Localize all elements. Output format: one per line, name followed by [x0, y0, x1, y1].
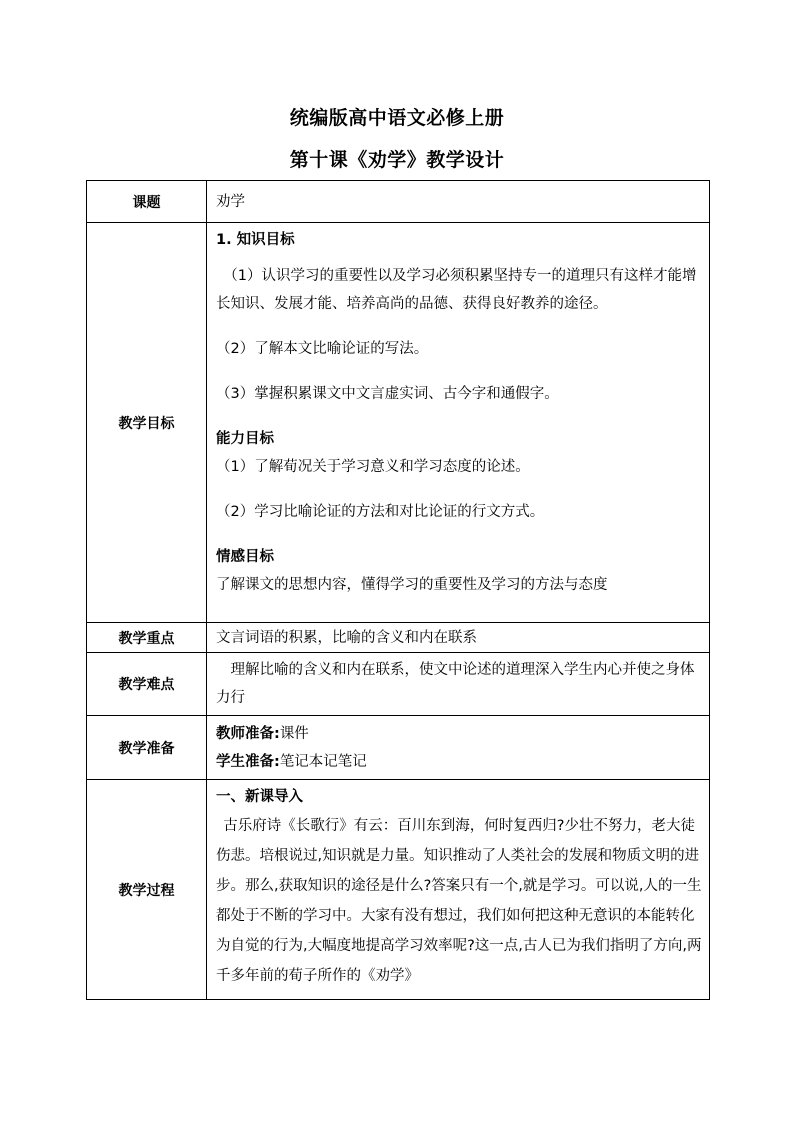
row-topic: [87, 181, 710, 223]
label-process: 教学过程: [87, 780, 207, 1000]
emotion-text: 了解课文的思想内容，懂得学习的重要性及学习的方法与态度: [216, 577, 608, 593]
label-topic: 课题: [87, 181, 207, 223]
ability-item-2: （2）学习比喻论证的方法和对比论证的行文方式。: [216, 504, 545, 520]
process-intro-text: 古乐府诗《长歌行》有云：百川东到海，何时复西归?少壮不努力，老大徒伤悲。培根说过,知识就是力量。知识推动了人类社会的发展和物质文明的进步。那么,获取知识的途径是什么?答案只有一个,就是学习。可以说,人的一生都处于不断的学习中。大家有没有想过，我们如何把这种无意识的本能转化为自觉的行为,大幅度地提高学习效率呢?这一点,古人已为我们指明了方向,两千多年前的荀子所作的《劝学》: [216, 818, 702, 984]
key-points-text: 文言词语的积累，比喻的含义和内在联系: [216, 629, 477, 646]
document-title: 统编版高中语文必修上册: [289, 107, 505, 129]
label-difficulties: 教学难点: [87, 653, 207, 716]
row-difficulties: [87, 653, 710, 716]
document-subtitle: 第十课《劝学》教学设计: [289, 149, 505, 171]
row-objectives: [87, 223, 710, 623]
student-prep-label: 学生准备:: [216, 753, 280, 770]
label-objectives: 教学目标: [87, 223, 207, 623]
topic-text: 劝学: [216, 193, 245, 210]
teacher-prep-value: 课件: [279, 725, 309, 742]
value-difficulties: [207, 653, 710, 716]
row-preparation: [87, 716, 710, 780]
difficulties-text: 理解比喻的含义和内在联系，使文中论述的道理深入学生内心并使之身体力行: [216, 662, 695, 706]
teacher-prep-label: 教师准备:: [216, 725, 280, 742]
value-process: [207, 780, 710, 1000]
value-key-points: [207, 623, 710, 653]
process-section-heading: 一、新课导入: [216, 789, 303, 805]
student-prep-value: 笔记本记笔记: [279, 753, 367, 770]
row-process: [87, 780, 710, 1000]
emotion-heading: 情感目标: [216, 549, 274, 565]
knowledge-heading: 1. 知识目标: [216, 232, 295, 248]
student-preparation: [216, 748, 703, 776]
label-key-points: 教学重点: [87, 623, 207, 653]
row-key-points: [87, 623, 710, 653]
ability-item-1: （1）了解荀况关于学习意义和学习态度的论述。: [216, 459, 530, 475]
teacher-preparation: [216, 720, 703, 748]
knowledge-item-2: （2）了解本文比喻论证的写法。: [216, 341, 429, 357]
lesson-plan-table: [86, 180, 710, 1000]
value-objectives: [207, 223, 710, 623]
label-preparation: 教学准备: [87, 716, 207, 780]
knowledge-item-3: （3）掌握积累课文中文言虚实词、古今字和通假字。: [216, 386, 559, 402]
value-topic: [207, 181, 710, 223]
knowledge-item-1: （1）认识学习的重要性以及学习必须积累坚持专一的道理只有这样才能增长知识、发展才能、培养高尚的品德、获得良好教养的途径。: [216, 268, 697, 312]
value-preparation: [207, 716, 710, 780]
ability-heading: 能力目标: [216, 431, 274, 447]
